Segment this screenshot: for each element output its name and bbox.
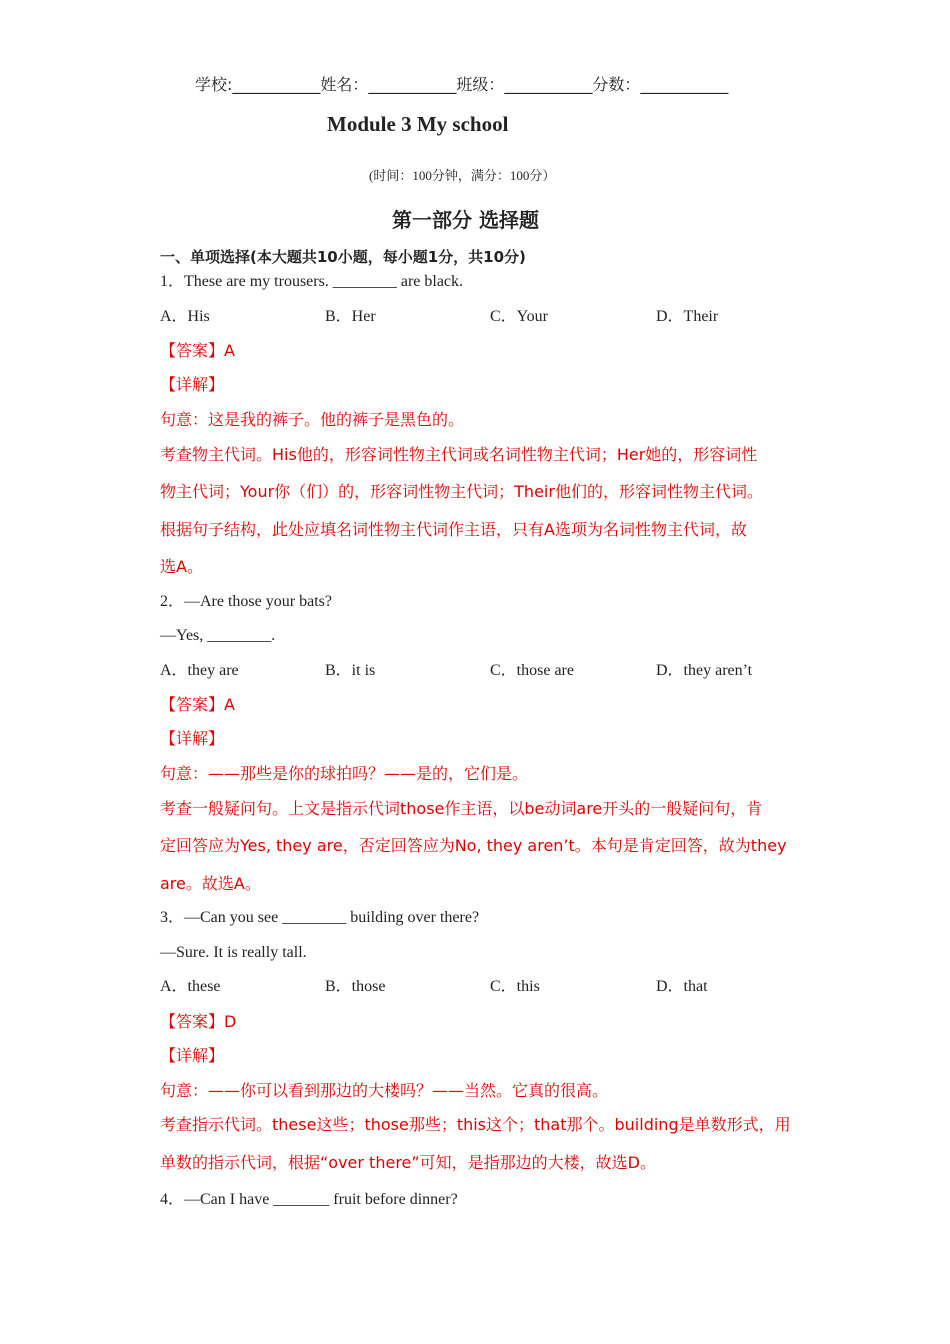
q3-option-b: B．those: [325, 978, 386, 995]
q2-meaning: 句意：——那些是你的球拍吗？——是的，它们是。: [160, 764, 529, 783]
q3-meaning: 句意：——你可以看到那边的大楼吗？——当然。它真的很高。: [160, 1081, 609, 1100]
q2-explanation-line-1: 考查一般疑问句。上文是指示代词those作主语，以be动词are开头的一般疑问句，肯: [160, 799, 763, 818]
question-3-response: —Sure. It is really tall.: [160, 944, 307, 961]
q2-option-b: B．it is: [325, 662, 376, 679]
q3-option-d: D．that: [656, 978, 708, 995]
q3-explanation-line-1: 考查指示代词。these这些；those那些；this这个；that那个。building是单数形式，用: [160, 1115, 791, 1134]
exam-time-info: (时间：100分钟，满分：100分）: [369, 168, 556, 183]
q1-explanation-line-4: 选A。: [160, 557, 203, 576]
q2-answer: 【答案】A: [160, 695, 235, 714]
q1-explanation-line-2: 物主代词；Your你（们）的，形容词性物主代词；Their他们的，形容词性物主代词。: [160, 482, 763, 501]
q2-option-c: C．those are: [490, 662, 574, 679]
q1-option-c: C．Your: [490, 308, 548, 325]
q1-explanation-line-1: 考查物主代词。His他的，形容词性物主代词或名词性物主代词；Her她的，形容词性: [160, 445, 758, 464]
question-1-stem: 1．These are my trousers. ________ are black.: [160, 273, 464, 290]
module-title: Module 3 My school: [327, 112, 509, 136]
q2-option-a: A．they are: [160, 662, 239, 679]
question-3-stem: 3．—Can you see ________ building over there?: [160, 909, 480, 926]
q3-option-a: A．these: [160, 978, 221, 995]
q2-detail-label: 【详解】: [160, 729, 225, 748]
q2-option-d: D．they aren’t: [656, 662, 753, 679]
q3-explanation-line-2: 单数的指示代词，根据“over there”可知，是指那边的大楼，故选D。: [160, 1153, 656, 1172]
q3-option-c: C．this: [490, 978, 540, 995]
q3-detail-label: 【详解】: [160, 1046, 225, 1065]
q3-answer: 【答案】D: [160, 1012, 237, 1031]
q1-explanation-line-3: 根据句子结构，此处应填名词性物主代词作主语，只有A选项为名词性物主代词，故: [160, 520, 747, 539]
q1-answer: 【答案】A: [160, 341, 235, 360]
section-title: 一、单项选择(本大题共10小题，每小题1分，共10分): [160, 248, 526, 266]
question-2-stem: 2．—Are those your bats?: [160, 593, 332, 610]
q2-explanation-line-2: 定回答应为Yes, they are，否定回答应为No, they aren’t。本句是肯定回答，故为they: [160, 836, 787, 855]
q1-detail-label: 【详解】: [160, 375, 225, 394]
question-2-response: —Yes, ________.: [160, 627, 276, 644]
q1-option-d: D．Their: [656, 308, 719, 325]
q1-option-b: B．Her: [325, 308, 376, 325]
q1-option-a: A．His: [160, 308, 210, 325]
q2-explanation-line-3: are。故选A。: [160, 874, 261, 893]
question-4-stem: 4．—Can I have _______ fruit before dinner?: [160, 1191, 458, 1208]
q1-meaning: 句意：这是我的裤子。他的裤子是黑色的。: [160, 410, 465, 429]
part-title: 第一部分 选择题: [392, 208, 539, 232]
student-info-line: 学校:___________姓名：___________班级：___________分数：___________: [195, 75, 729, 94]
